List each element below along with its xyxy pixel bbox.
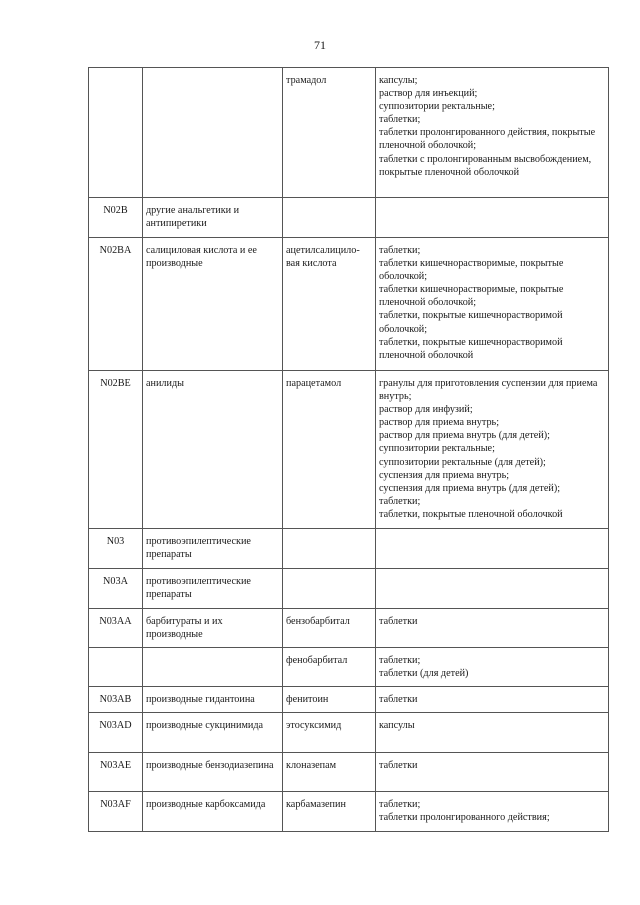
dosage-form-line: таблетки пролонгированного действия;	[379, 812, 550, 824]
drug-name-cell: парацетамол	[283, 371, 376, 529]
dosage-forms-cell	[376, 198, 609, 238]
atc-code-cell: N03AD	[89, 713, 143, 753]
dosage-form-line: суппозитории ректальные;	[379, 443, 495, 455]
group-cell	[143, 648, 283, 687]
atc-code-cell	[89, 648, 143, 687]
drug-name-cell	[283, 569, 376, 609]
group-cell: противоэпилептические препараты	[143, 529, 283, 569]
group-cell: салициловая кислота и ее производные	[143, 238, 283, 371]
drug-name-cell: ацетилсалицило-вая кислота	[283, 238, 376, 371]
dosage-forms-cell	[376, 753, 609, 792]
dosage-form-line: суппозитории ректальные (для детей);	[379, 456, 546, 468]
table-row	[89, 753, 609, 792]
group-cell: производные сукцинимида	[143, 713, 283, 753]
dosage-form-line: таблетки (для детей)	[379, 668, 469, 680]
dosage-form-line: таблетки;	[379, 799, 421, 810]
dosage-form-line: таблетки;	[379, 245, 421, 256]
atc-code-cell: N03AF	[89, 792, 143, 832]
atc-code-cell: N03AE	[89, 753, 143, 792]
drug-name-cell: клоназепам	[283, 753, 376, 792]
dosage-form-line: таблетки;	[379, 495, 421, 507]
atc-code-cell: N02B	[89, 198, 143, 238]
dosage-forms-cell	[376, 792, 609, 832]
dosage-form-line: раствор для инфузий;	[379, 404, 473, 416]
table-row	[89, 792, 609, 832]
drug-name-cell	[283, 198, 376, 238]
table-row	[89, 371, 609, 529]
dosage-form-line: таблетки	[379, 616, 418, 627]
atc-code-cell: N02BA	[89, 238, 143, 371]
dosage-forms-cell	[376, 687, 609, 713]
table-row	[89, 529, 609, 569]
dosage-forms-cell	[376, 648, 609, 687]
drug-table	[88, 67, 609, 832]
dosage-form-line: таблетки	[379, 694, 418, 705]
group-cell: производные бензодиазепина	[143, 753, 283, 792]
dosage-form-line: таблетки пролонгированного действия, покрытые пленочной оболочкой;	[379, 127, 596, 152]
table-row	[89, 687, 609, 713]
table-row	[89, 648, 609, 687]
dosage-form-line: суппозитории ректальные;	[379, 101, 495, 113]
group-cell: барбитураты и их производные	[143, 609, 283, 648]
atc-code-cell: N02BE	[89, 371, 143, 529]
dosage-form-line: раствор для приема внутрь;	[379, 417, 500, 429]
dosage-forms-cell	[376, 68, 609, 198]
drug-name-cell	[283, 529, 376, 569]
page-number: 71	[314, 38, 326, 52]
dosage-form-line: таблетки	[379, 760, 418, 771]
group-cell: другие анальгетики и антипиретики	[143, 198, 283, 238]
dosage-forms-cell	[376, 713, 609, 753]
dosage-forms-cell	[376, 609, 609, 648]
dosage-forms-cell	[376, 371, 609, 529]
table-row	[89, 569, 609, 609]
table-row	[89, 609, 609, 648]
atc-code-cell: N03	[89, 529, 143, 569]
drug-name-cell: карбамазепин	[283, 792, 376, 832]
dosage-form-line: раствор для приема внутрь (для детей);	[379, 430, 550, 442]
atc-code-cell: N03AB	[89, 687, 143, 713]
dosage-form-line: капсулы;	[379, 75, 418, 86]
group-cell	[143, 68, 283, 198]
dosage-form-line: таблетки кишечнорастворимые, покрытые пленочной оболочкой;	[379, 284, 564, 309]
dosage-form-line: гранулы для приготовления суспензии для приема внутрь;	[379, 378, 598, 403]
drug-name-cell: трамадол	[283, 68, 376, 198]
atc-code-cell: N03AA	[89, 609, 143, 648]
group-cell: противоэпилептические препараты	[143, 569, 283, 609]
drug-name-cell: фенобарбитал	[283, 648, 376, 687]
dosage-form-line: суспензия для приема внутрь;	[379, 469, 510, 481]
dosage-form-line: раствор для инъекций;	[379, 88, 478, 100]
dosage-form-line: таблетки;	[379, 114, 421, 126]
dosage-form-line: таблетки, покрытые кишечнорастворимой пленочной оболочкой	[379, 336, 563, 361]
table-row	[89, 713, 609, 753]
dosage-form-line: суспензия для приема внутрь (для детей);	[379, 482, 561, 494]
dosage-forms-cell	[376, 529, 609, 569]
group-cell: производные гидантоина	[143, 687, 283, 713]
atc-code-cell: N03A	[89, 569, 143, 609]
dosage-forms-cell	[376, 238, 609, 371]
dosage-form-line: таблетки, покрытые кишечнорастворимой оболочкой;	[379, 310, 563, 335]
group-cell: производные карбоксамида	[143, 792, 283, 832]
table-row	[89, 198, 609, 238]
dosage-form-line: таблетки кишечнорастворимые, покрытые оболочкой;	[379, 258, 564, 283]
dosage-form-line: таблетки, покрытые пленочной оболочкой	[379, 508, 563, 520]
dosage-form-line: таблетки с пролонгированным высвобождением, покрытые пленочной оболочкой	[379, 153, 592, 178]
group-cell: анилиды	[143, 371, 283, 529]
dosage-form-line: таблетки;	[379, 655, 421, 666]
table-row	[89, 238, 609, 371]
drug-name-cell: этосуксимид	[283, 713, 376, 753]
dosage-forms-cell	[376, 569, 609, 609]
dosage-form-line: капсулы	[379, 720, 415, 731]
table-row	[89, 68, 609, 198]
atc-code-cell	[89, 68, 143, 198]
drug-name-cell: фенитоин	[283, 687, 376, 713]
drug-name-cell: бензобарбитал	[283, 609, 376, 648]
